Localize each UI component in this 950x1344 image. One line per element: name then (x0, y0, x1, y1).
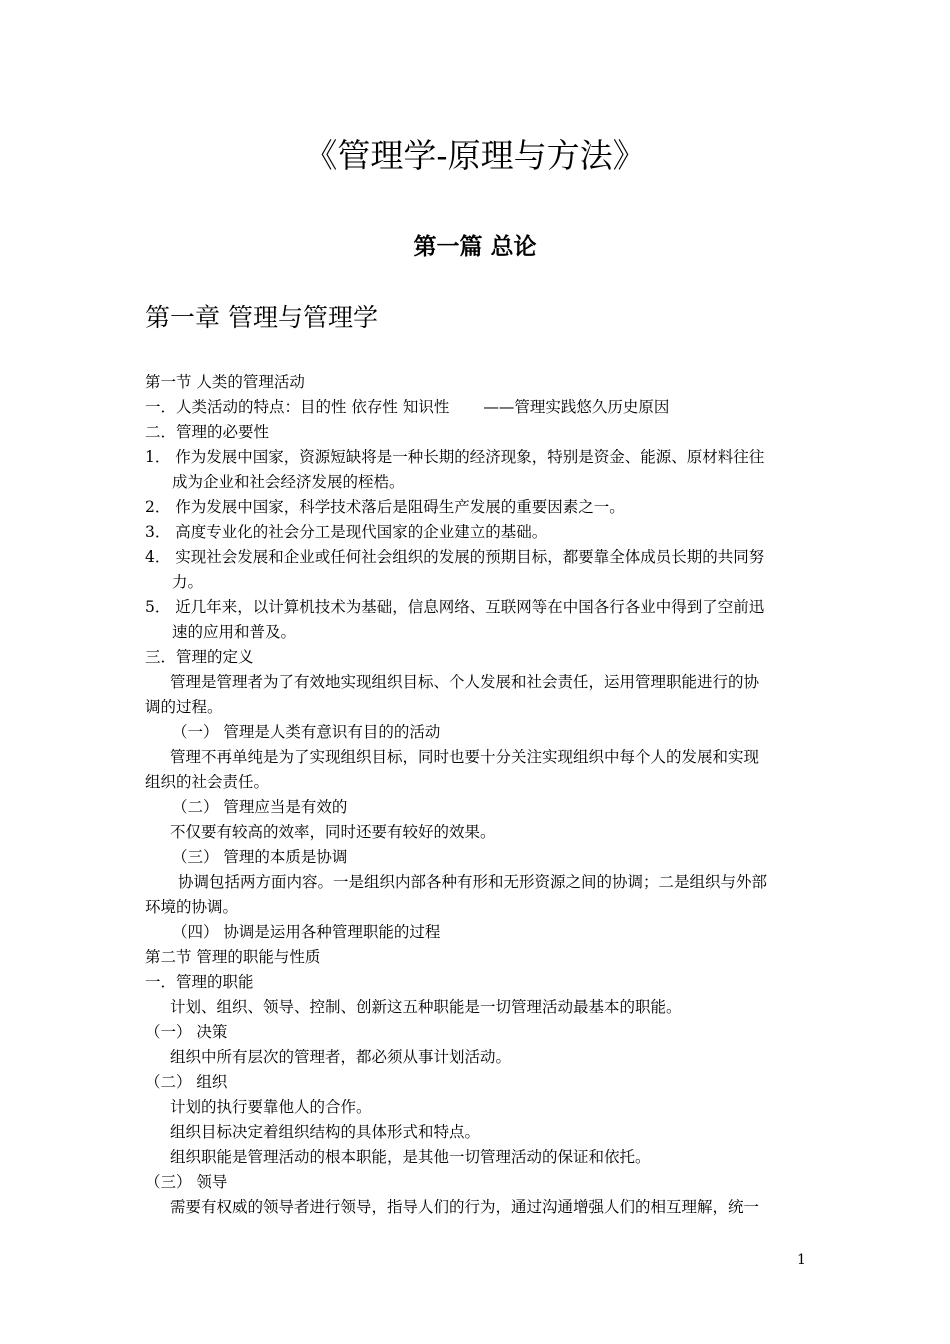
subheading: （二） 组织 (145, 1073, 228, 1091)
paragraph-line: 不仅要有较高的效率，同时还要有较好的效果。 (170, 823, 496, 841)
paragraph-line: 环境的协调。 (145, 898, 239, 916)
list-item-continuation: 成为企业和社会经济发展的桎梏。 (172, 473, 405, 491)
subheading: （四） 协调是运用各种管理职能的过程 (172, 923, 441, 941)
list-item-continuation: 力。 (172, 573, 204, 591)
list-item: 1． 作为发展中国家，资源短缺将是一种长期的经济现象，特别是资金、能源、原材料往往 (145, 448, 765, 466)
paragraph-line: 调的过程。 (145, 698, 223, 716)
chapter-title: 第一章 管理与管理学 (145, 303, 378, 332)
list-item: 2． 作为发展中国家，科学技术落后是阻碍生产发展的重要因素之一。 (145, 498, 625, 516)
paragraph-line: 管理不再单纯是为了实现组织目标，同时也要十分关注实现组织中每个人的发展和实现 (170, 748, 760, 766)
part-title: 第一篇 总论 (413, 234, 537, 260)
section-heading: 第二节 管理的职能与性质 (145, 948, 321, 966)
paragraph-line: 组织的社会责任。 (145, 773, 270, 791)
list-item-continuation: 速的应用和普及。 (172, 623, 297, 641)
paragraph-line: 组织目标决定着组织结构的具体形式和特点。 (170, 1123, 481, 1141)
list-heading: 一．管理的职能 (145, 973, 254, 991)
list-item: 3． 高度专业化的社会分工是现代国家的企业建立的基础。 (145, 523, 548, 541)
list-item: 5． 近几年来，以计算机技术为基础，信息网络、互联网等在中国各行各业中得到了空前迅 (145, 598, 765, 616)
section-heading: 第一节 人类的管理活动 (145, 373, 305, 391)
subheading: （一） 管理是人类有意识有目的的活动 (172, 723, 441, 741)
item-text: 一．人类活动的特点：目的性 依存性 知识性 (145, 398, 450, 416)
item-note: ——管理实践悠久历史原因 (483, 398, 670, 416)
list-item (145, 397, 669, 417)
paragraph-line: 组织中所有层次的管理者，都必须从事计划活动。 (170, 1048, 512, 1066)
list-item: 4． 实现社会发展和企业或任何社会组织的发展的预期目标，都要靠全体成员长期的共同努 (145, 548, 765, 566)
subheading: （一） 决策 (145, 1023, 228, 1041)
paragraph-line: 计划、组织、领导、控制、创新这五种职能是一切管理活动最基本的职能。 (170, 998, 682, 1016)
paragraph-line: 管理是管理者为了有效地实现组织目标、个人发展和社会责任，运用管理职能进行的协 (170, 673, 760, 691)
paragraph-line: 需要有权威的领导者进行领导，指导人们的行为，通过沟通增强人们的相互理解，统一 (170, 1198, 760, 1216)
subheading: （三） 管理的本质是协调 (172, 848, 348, 866)
list-heading: 二．管理的必要性 (145, 423, 270, 441)
paragraph-line: 组织职能是管理活动的根本职能，是其他一切管理活动的保证和依托。 (170, 1148, 651, 1166)
paragraph-line: 协调包括两方面内容。一是组织内部各种有形和无形资源之间的协调；二是组织与外部 (178, 873, 768, 891)
list-heading: 三．管理的定义 (145, 648, 254, 666)
subheading: （二） 管理应当是有效的 (172, 798, 348, 816)
subheading: （三） 领导 (145, 1173, 228, 1191)
paragraph-line: 计划的执行要靠他人的合作。 (170, 1098, 372, 1116)
book-title: 《管理学-原理与方法》 (304, 136, 646, 175)
page-number: 1 (797, 1252, 806, 1268)
